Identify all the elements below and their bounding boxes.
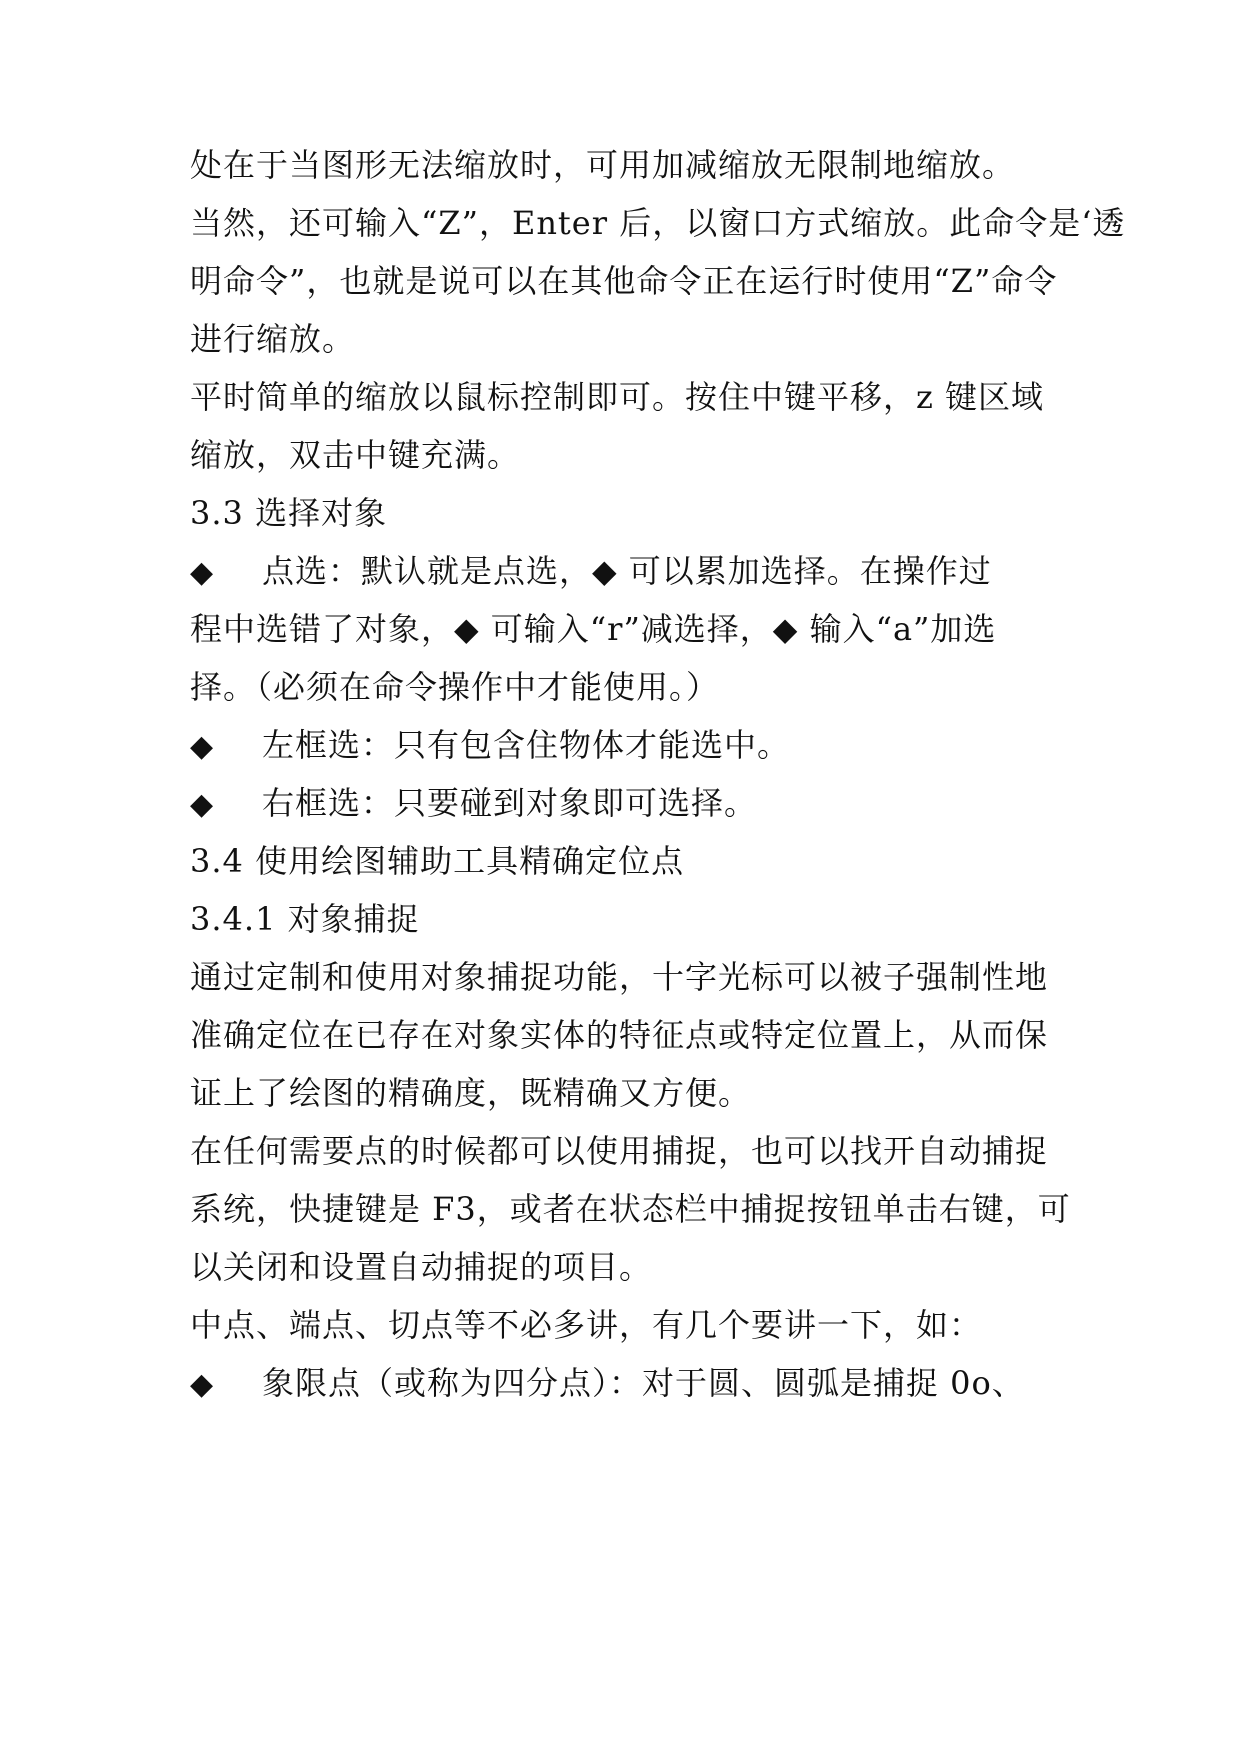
- text-line: 当然，还可输入“Z”，Enter 后，以窗口方式缩放。此命令是‘透: [190, 204, 1126, 242]
- bullet-line: [190, 551, 1070, 593]
- text-line: 证上了绘图的精确度，既精确又方便。: [190, 1074, 752, 1112]
- bullet-icon: ◆: [190, 1367, 215, 1402]
- text-line: 系统，快捷键是 F3，或者在状态栏中捕捉按钮单击右键，可: [190, 1190, 1071, 1228]
- bullet-text: 右框选：只要碰到对象即可选择。: [262, 784, 758, 822]
- bullet-line: [190, 783, 1070, 825]
- text-line: 以关闭和设置自动捕捉的项目。: [190, 1248, 653, 1286]
- text-line: 准确定位在已存在对象实体的特征点或特定位置上，从而保: [190, 1016, 1049, 1054]
- bullet-line: [190, 725, 1070, 767]
- section-heading: 3.3 选择对象: [190, 494, 388, 532]
- bullet-text: 左框选：只有包含住物体才能选中。: [262, 726, 791, 764]
- bullet-text: 点选：默认就是点选，◆ 可以累加选择。在操作过: [262, 552, 992, 590]
- bullet-icon: ◆: [190, 729, 215, 764]
- bullet-icon: ◆: [190, 787, 215, 822]
- text-line: 在任何需要点的时候都可以使用捕捉，也可以找开自动捕捉: [190, 1132, 1049, 1170]
- text-line: 平时简单的缩放以鼠标控制即可。按住中键平移，z 键区域: [190, 378, 1045, 416]
- bullet-line: [190, 1363, 1070, 1405]
- text-line: 通过定制和使用对象捕捉功能，十字光标可以被子强制性地: [190, 958, 1049, 996]
- section-heading: 3.4 使用绘图辅助工具精确定位点: [190, 842, 685, 880]
- text-line: 程中选错了对象，◆ 可输入“r”减选择，◆ 输入“a”加选: [190, 610, 997, 648]
- text-line: 中点、端点、切点等不必多讲，有几个要讲一下，如：: [190, 1306, 983, 1344]
- bullet-icon: ◆: [190, 555, 215, 590]
- text-line: 进行缩放。: [190, 320, 356, 358]
- subsection-heading: 3.4.1 对象捕捉: [190, 900, 420, 938]
- text-line: 择。（必须在命令操作中才能使用。）: [190, 668, 720, 706]
- text-line: 明命令”，也就是说可以在其他命令正在运行时使用“Z”命令: [190, 262, 1058, 300]
- text-line: 处在于当图形无法缩放时，可用加减缩放无限制地缩放。: [190, 146, 1016, 184]
- bullet-text: 象限点（或称为四分点）：对于圆、圆弧是捕捉 0o、: [262, 1364, 1025, 1402]
- text-line: 缩放，双击中键充满。: [190, 436, 521, 474]
